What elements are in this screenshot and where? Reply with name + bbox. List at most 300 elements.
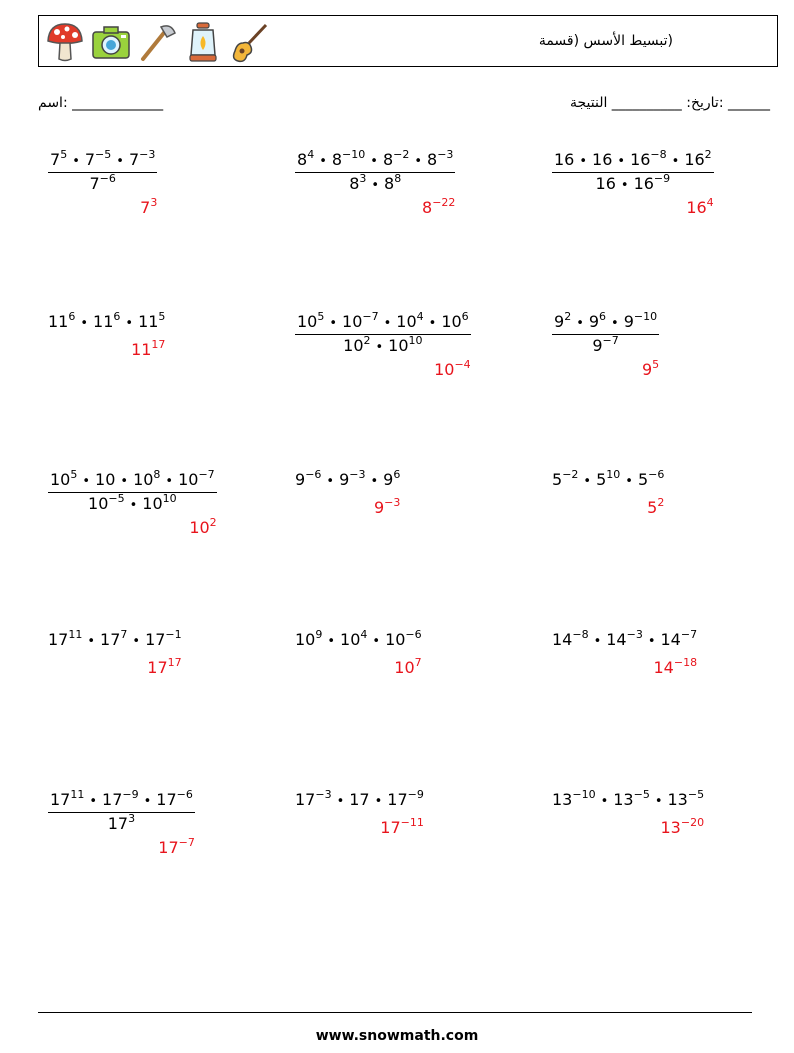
- base: 9: [383, 470, 394, 489]
- problem-expression: [48, 470, 217, 515]
- problem-expression: [48, 790, 195, 834]
- answer: [147, 658, 181, 677]
- exponent: −8: [572, 628, 589, 641]
- power-term: [589, 312, 606, 331]
- base: 11: [93, 312, 114, 331]
- power-term: [552, 790, 596, 809]
- exponent: 10: [162, 492, 177, 505]
- denominator: [48, 172, 157, 193]
- exponent: −6: [405, 628, 422, 641]
- answer: [158, 838, 195, 857]
- answer-base: 17: [147, 658, 168, 677]
- header-icons: [45, 20, 269, 64]
- base: 10: [385, 630, 406, 649]
- multiply-dot: •: [671, 154, 680, 169]
- multiply-dot: •: [143, 794, 152, 809]
- fraction: [48, 790, 195, 833]
- base: 10: [88, 494, 109, 513]
- answer-base: 9: [641, 360, 653, 379]
- answer-exponent: −20: [680, 816, 705, 829]
- power-term: [50, 150, 67, 169]
- base: 17: [156, 790, 177, 809]
- exponent: 2: [363, 334, 371, 347]
- answer-base: 14: [653, 658, 674, 677]
- power-term: [385, 630, 422, 649]
- base: 17: [349, 790, 370, 809]
- base: 16: [630, 150, 651, 169]
- multiply-dot: •: [647, 634, 656, 649]
- answer-base: 11: [131, 340, 152, 359]
- exponent: 10: [606, 468, 621, 481]
- exponent: −10: [342, 148, 366, 161]
- problem-item: [295, 630, 422, 652]
- fraction: [295, 150, 455, 195]
- mushroom-icon: [45, 21, 85, 63]
- power-term: [108, 814, 135, 833]
- multiply-dot: •: [617, 154, 626, 169]
- worksheet-title: (تبسيط الأسس (قسمة: [538, 33, 673, 49]
- exponent: −8: [650, 148, 667, 161]
- problem-item: [295, 790, 424, 812]
- answer: [661, 818, 705, 837]
- problem-expression: [295, 630, 422, 652]
- answer-base: 9: [373, 498, 385, 517]
- problem-item: [48, 630, 182, 652]
- multiply-dot: •: [414, 154, 423, 169]
- exponent: 6: [113, 310, 121, 323]
- answer-exponent: 7: [414, 656, 422, 669]
- power-term: [634, 174, 671, 193]
- answer-base: 13: [660, 818, 681, 837]
- denominator: [295, 334, 471, 357]
- header-box: [38, 15, 778, 67]
- exponent: −6: [99, 172, 116, 185]
- denominator: [552, 334, 659, 355]
- power-term: [383, 150, 409, 169]
- answer-exponent: −7: [178, 836, 195, 849]
- base: 16: [592, 150, 613, 169]
- problem-expression: [552, 150, 714, 195]
- denominator: [552, 172, 714, 195]
- power-term: [295, 630, 322, 649]
- problem-item: [552, 312, 659, 356]
- exponent: −9: [407, 788, 424, 801]
- exponent: 5: [60, 148, 68, 161]
- denominator: [48, 812, 195, 833]
- base: 17: [48, 630, 69, 649]
- exponent: −9: [122, 788, 139, 801]
- base: 7: [84, 150, 96, 169]
- multiply-dot: •: [327, 634, 336, 649]
- exponent: −3: [315, 788, 332, 801]
- multiply-dot: •: [611, 316, 619, 331]
- base: 16: [554, 150, 575, 169]
- exponent: 10: [408, 334, 423, 347]
- exponent: −3: [139, 148, 156, 161]
- exponent: −10: [633, 310, 658, 323]
- multiply-dot: •: [375, 340, 384, 355]
- answer-base: 10: [189, 518, 210, 537]
- exponent: −5: [108, 492, 125, 505]
- power-term: [93, 312, 120, 331]
- multiply-dot: •: [583, 474, 592, 489]
- power-term: [383, 470, 400, 489]
- answer-exponent: 2: [209, 516, 217, 529]
- power-term: [349, 790, 369, 809]
- problem-expression: [552, 470, 664, 492]
- exponent: −2: [562, 468, 579, 481]
- multiply-dot: •: [576, 316, 584, 331]
- power-term: [100, 630, 127, 649]
- base: 10: [297, 312, 318, 331]
- multiply-dot: •: [620, 178, 629, 193]
- base: 11: [48, 312, 69, 331]
- base: 10: [342, 312, 363, 331]
- answer-exponent: 5: [652, 358, 660, 371]
- multiply-dot: •: [593, 634, 602, 649]
- answer: [374, 498, 400, 517]
- problem-item: [295, 470, 400, 492]
- answer-base: 17: [380, 818, 401, 837]
- exponent: 3: [128, 812, 136, 825]
- base: 10: [142, 494, 163, 513]
- power-term: [85, 150, 111, 169]
- power-term: [554, 150, 574, 169]
- answer-exponent: 2: [657, 496, 665, 509]
- base: 9: [295, 470, 306, 489]
- base: 17: [102, 790, 123, 809]
- base: 10: [295, 630, 316, 649]
- multiply-dot: •: [625, 474, 633, 489]
- exponent: −7: [362, 310, 379, 323]
- power-term: [48, 630, 82, 649]
- base: 8: [384, 174, 395, 193]
- base: 16: [595, 174, 616, 193]
- power-term: [387, 790, 424, 809]
- multiply-dot: •: [87, 634, 96, 649]
- answer-exponent: 4: [706, 196, 714, 209]
- footer-divider: [38, 1012, 752, 1013]
- base: 17: [295, 790, 316, 809]
- exponent: −6: [176, 788, 193, 801]
- multiply-dot: •: [428, 316, 437, 331]
- power-term: [684, 150, 711, 169]
- base: 9: [339, 470, 350, 489]
- problem-expression: [295, 470, 400, 492]
- answer: [422, 198, 455, 217]
- power-term: [661, 630, 698, 649]
- base: 5: [596, 470, 607, 489]
- answer: [686, 198, 713, 217]
- answer-exponent: −22: [432, 196, 456, 209]
- exponent: −3: [437, 148, 454, 161]
- power-term: [427, 150, 453, 169]
- answer: [189, 518, 216, 537]
- denominator: [295, 172, 455, 195]
- power-term: [295, 470, 321, 489]
- lantern-icon: [183, 21, 223, 63]
- power-term: [349, 174, 366, 193]
- base: 7: [50, 150, 61, 169]
- answer: [394, 658, 421, 677]
- multiply-dot: •: [336, 794, 345, 809]
- footer-url: www.snowmath.com: [315, 1028, 479, 1044]
- exponent: −2: [393, 148, 410, 161]
- answer: [380, 818, 424, 837]
- problem-expression: [552, 790, 704, 812]
- answer: [642, 360, 659, 379]
- multiply-dot: •: [72, 154, 80, 169]
- problem-item: [552, 790, 704, 812]
- answer-base: 16: [686, 198, 707, 217]
- problem-item: [295, 312, 471, 357]
- exponent: 4: [360, 628, 368, 641]
- base: 7: [128, 150, 140, 169]
- power-term: [552, 470, 578, 489]
- multiply-dot: •: [654, 794, 663, 809]
- answer-exponent: −11: [400, 816, 424, 829]
- multiply-dot: •: [80, 316, 89, 331]
- exponent: −7: [602, 334, 619, 347]
- base: 10: [340, 630, 361, 649]
- exponent: 8: [153, 468, 161, 481]
- base: 10: [388, 336, 409, 355]
- date-score-line: ______ :تاريخ: __________ النتيجة: [569, 95, 770, 111]
- base: 17: [387, 790, 408, 809]
- exponent: 2: [704, 148, 712, 161]
- answer-exponent: −3: [384, 496, 401, 509]
- base: 16: [633, 174, 654, 193]
- exponent: −3: [626, 628, 643, 641]
- answer-exponent: 3: [150, 196, 158, 209]
- power-term: [297, 312, 324, 331]
- answer-exponent: 17: [167, 656, 182, 669]
- base: 10: [441, 312, 462, 331]
- problem-item: [295, 150, 455, 195]
- base: 8: [349, 174, 360, 193]
- power-term: [102, 790, 139, 809]
- base: 14: [606, 630, 627, 649]
- base: 10: [396, 312, 417, 331]
- power-term: [89, 174, 115, 193]
- power-term: [396, 312, 423, 331]
- multiply-dot: •: [165, 474, 174, 489]
- name-field-line: _____________ :اسم: [38, 95, 164, 111]
- exponent: 4: [307, 148, 315, 161]
- problem-expression: [552, 630, 697, 652]
- exponent: −10: [572, 788, 596, 801]
- problem-item: [48, 790, 195, 834]
- base: 5: [552, 470, 563, 489]
- power-term: [638, 470, 664, 489]
- base: 8: [382, 150, 394, 169]
- exponent: 5: [317, 310, 325, 323]
- problem-expression: [48, 312, 165, 334]
- base: 13: [667, 790, 688, 809]
- fraction: [295, 312, 471, 357]
- base: 14: [552, 630, 573, 649]
- power-term: [624, 312, 657, 331]
- exponent: 5: [70, 468, 78, 481]
- power-term: [95, 470, 115, 489]
- exponent: 8: [394, 172, 402, 185]
- power-term: [138, 312, 165, 331]
- answer: [140, 198, 157, 217]
- multiply-dot: •: [89, 794, 98, 809]
- power-term: [384, 174, 401, 193]
- base: 10: [50, 470, 71, 489]
- camera-icon: [91, 21, 131, 63]
- base: 13: [613, 790, 634, 809]
- numerator: [295, 312, 471, 334]
- multiply-dot: •: [370, 154, 378, 169]
- base: 11: [138, 312, 159, 331]
- exponent: −3: [349, 468, 366, 481]
- multiply-dot: •: [371, 178, 380, 193]
- numerator: [552, 150, 714, 172]
- numerator: [48, 790, 195, 812]
- exponent: 3: [359, 172, 367, 185]
- base: 17: [50, 790, 71, 809]
- power-term: [88, 494, 125, 513]
- answer: [131, 340, 165, 359]
- power-term: [129, 150, 155, 169]
- power-term: [340, 630, 367, 649]
- power-term: [142, 494, 176, 513]
- numerator: [48, 470, 217, 492]
- guitar-icon: [229, 21, 269, 63]
- power-term: [342, 312, 379, 331]
- fraction: [48, 470, 217, 515]
- power-term: [343, 336, 370, 355]
- answer-exponent: 17: [151, 338, 166, 351]
- base: 16: [684, 150, 705, 169]
- base: 10: [178, 470, 199, 489]
- power-term: [50, 790, 84, 809]
- problem-item: [552, 470, 664, 492]
- exponent: 6: [599, 310, 607, 323]
- numerator: [48, 150, 157, 172]
- multiply-dot: •: [326, 474, 335, 489]
- multiply-dot: •: [132, 634, 141, 649]
- exponent: −5: [95, 148, 112, 161]
- base: 10: [133, 470, 154, 489]
- base: 14: [660, 630, 681, 649]
- base: 7: [89, 174, 100, 193]
- power-term: [48, 312, 75, 331]
- power-term: [592, 336, 618, 355]
- base: 9: [592, 336, 603, 355]
- power-term: [630, 150, 667, 169]
- answer-base: 10: [434, 360, 455, 379]
- exponent: −7: [680, 628, 698, 641]
- problem-expression: [48, 630, 182, 652]
- problem-expression: [48, 150, 157, 194]
- answer-base: 17: [158, 838, 179, 857]
- multiply-dot: •: [600, 794, 609, 809]
- multiply-dot: •: [82, 474, 91, 489]
- problem-expression: [295, 150, 455, 195]
- answer-base: 8: [422, 198, 433, 217]
- answer: [647, 498, 664, 517]
- numerator: [295, 150, 455, 172]
- exponent: 9: [315, 628, 323, 641]
- multiply-dot: •: [579, 154, 588, 169]
- power-term: [133, 470, 160, 489]
- base: 17: [107, 814, 129, 833]
- multiply-dot: •: [329, 316, 338, 331]
- power-term: [339, 470, 365, 489]
- problem-expression: [295, 312, 471, 357]
- power-term: [295, 790, 332, 809]
- numerator: [552, 312, 659, 334]
- exponent: −9: [653, 172, 671, 185]
- answer-base: 7: [140, 198, 151, 217]
- exponent: −6: [648, 468, 665, 481]
- multiply-dot: •: [120, 474, 129, 489]
- power-term: [613, 790, 650, 809]
- problem-item: [48, 150, 157, 194]
- base: 13: [552, 790, 573, 809]
- multiply-dot: •: [116, 154, 124, 169]
- problem-expression: [295, 790, 424, 812]
- exponent: −1: [165, 628, 182, 641]
- base: 9: [588, 312, 600, 331]
- exponent: 11: [70, 788, 85, 801]
- exponent: 6: [461, 310, 469, 323]
- power-term: [668, 790, 705, 809]
- multiply-dot: •: [383, 316, 392, 331]
- multiply-dot: •: [370, 474, 379, 489]
- base: 8: [297, 150, 308, 169]
- power-term: [50, 470, 77, 489]
- exponent: −6: [305, 468, 322, 481]
- power-term: [145, 630, 182, 649]
- base: 9: [623, 312, 634, 331]
- power-term: [592, 150, 612, 169]
- axe-icon: [137, 21, 177, 63]
- problem-item: [48, 470, 217, 515]
- base: 17: [100, 630, 121, 649]
- power-term: [388, 336, 422, 355]
- exponent: 11: [68, 628, 83, 641]
- power-term: [596, 470, 620, 489]
- answer: [434, 360, 471, 379]
- power-term: [441, 312, 468, 331]
- base: 17: [145, 630, 166, 649]
- answer-base: 5: [647, 498, 658, 517]
- exponent: 7: [120, 628, 128, 641]
- power-term: [297, 150, 314, 169]
- denominator: [48, 492, 217, 515]
- problem-expression: [552, 312, 659, 356]
- exponent: −5: [633, 788, 650, 801]
- fraction: [552, 150, 714, 195]
- answer-base: 10: [394, 658, 415, 677]
- exponent: −7: [198, 468, 215, 481]
- exponent: 6: [393, 468, 401, 481]
- power-term: [596, 174, 616, 193]
- exponent: 4: [416, 310, 424, 323]
- answer: [654, 658, 698, 677]
- exponent: 6: [68, 310, 76, 323]
- power-term: [554, 312, 571, 331]
- fraction: [48, 150, 157, 193]
- power-term: [606, 630, 643, 649]
- exponent: −5: [687, 788, 705, 801]
- base: 10: [343, 336, 364, 355]
- problem-item: [552, 630, 697, 652]
